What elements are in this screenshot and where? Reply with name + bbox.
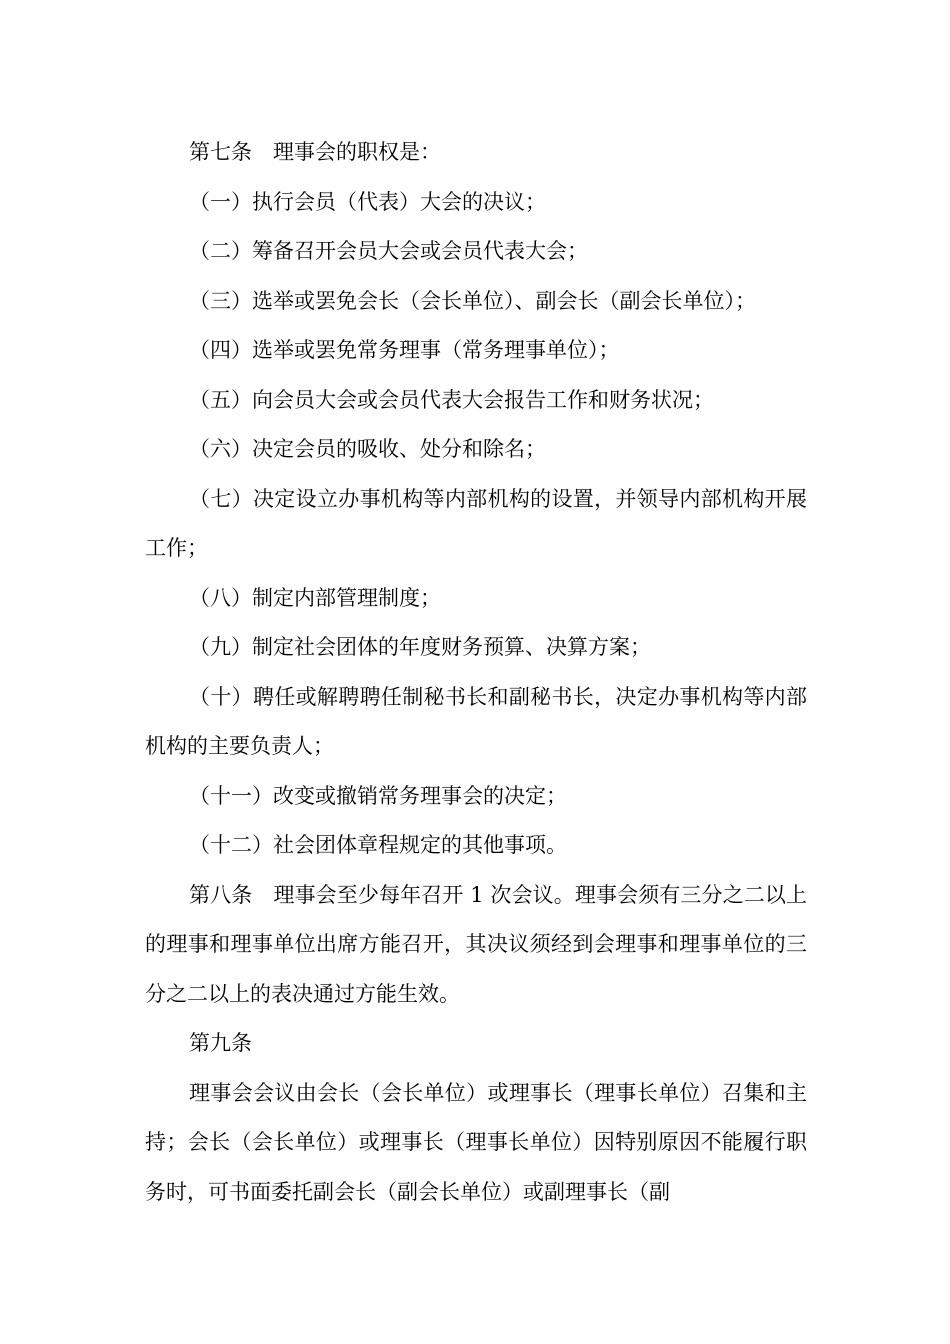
article-7-item-12: （十二）社会团体章程规定的其他事项。 (189, 833, 567, 857)
article-7-item-10: （十）聘任或解聘聘任制秘书长和副秘书长，决定办事机构等内部机构的主要负责人； (145, 684, 807, 758)
article-8-paragraph: 第八条 理事会至少每年召开 1 次会议。理事会须有三分之二以上的理事和理事单位出席方能召开，其决议须经到会理事和理事单位的三分之二以上的表决通过方能生效。 (145, 882, 807, 1006)
article-7-item-4: （四）选举或罢免常务理事（常务理事单位）； (189, 338, 620, 362)
article-7-item-1: （一）执行会员（代表）大会的决议； (189, 189, 546, 214)
article-7-item-6: （六）决定会员的吸收、处分和除名； (189, 437, 546, 461)
article-7-item-3: （三）选举或罢免会长（会长单位）、副会长（副会长单位）； (189, 288, 756, 313)
article-7-item-8: （八）制定内部管理制度； (189, 585, 441, 610)
article-7-heading: 第七条 理事会的职权是： (189, 140, 441, 164)
article-9-heading: 第九条 (189, 1031, 252, 1055)
article-9-paragraph: 理事会会议由会长（会长单位）或理事长（理事长单位）召集和主持；会长（会长单位）或理事长（理事长单位）因特别原因不能履行职务时，可书面委托副会长（副会长单位）或副理事长（副 (145, 1080, 807, 1204)
article-7-item-9: （九）制定社会团体的年度财务预算、决算方案； (189, 635, 651, 659)
article-7-item-11: （十一）改变或撤销常务理事会的决定； (189, 783, 567, 808)
article-7-item-5: （五）向会员大会或会员代表大会报告工作和财务状况； (189, 387, 714, 412)
article-7-item-2: （二）筹备召开会员大会或会员代表大会； (189, 239, 588, 263)
article-7-item-7: （七）决定设立办事机构等内部机构的设置，并领导内部机构开展工作； (145, 486, 807, 560)
document-body (145, 128, 807, 1217)
